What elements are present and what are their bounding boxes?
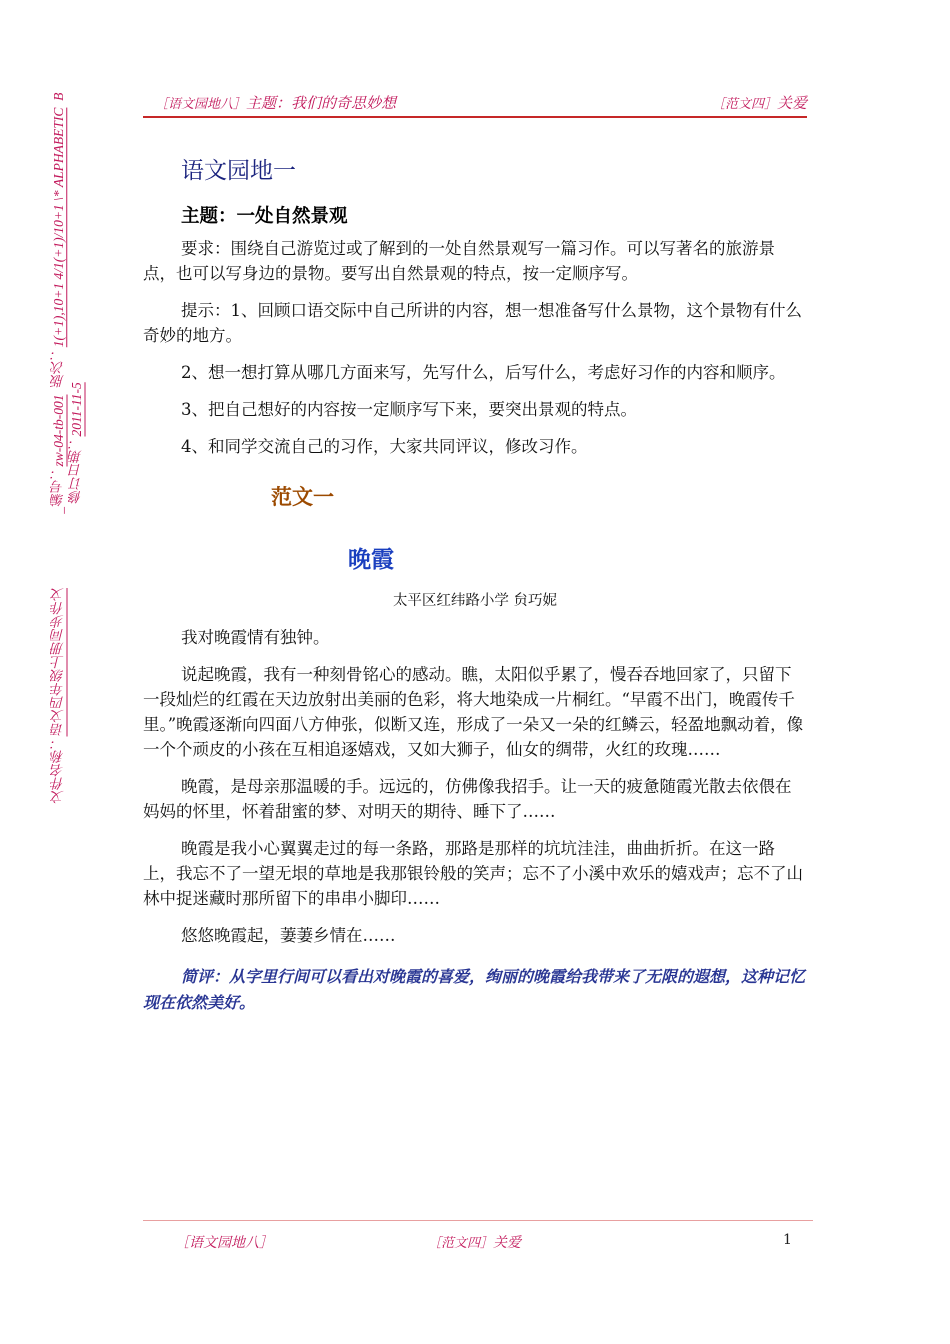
sidebar-file-info [50, 14, 68, 804]
essay-label: 范文一 [271, 485, 334, 509]
essay-paragraph-5: 悠悠晚霞起，萋萋乡情在…… [181, 926, 396, 945]
sidebar-revision-info [68, 14, 86, 504]
tip-paragraph-3: 3、把自己想好的内容按一定顺序写下来，要突出景观的特点。 [181, 400, 637, 419]
header-left-bracket: ［语文园地八］ [155, 97, 247, 112]
essay-paragraph-2: 说起晚霞，我有一种刻骨铭心的感动。瞧，太阳似乎累了，慢吞吞地回家了，只留下一段灿烂的红霞在天边放射出美丽的色彩，将大地染成一片桐红。“早霞不出门，晚霞传千里。”晚霞逐渐向四面八方伸张，似断又连，形成了一朵又一朵的红鳞云，轻盈地飘动着，像一个个顽皮的小孩在互相追逐嬉戏，又如大狮子，仙女的绸带，火红的玫瑰…… [143, 665, 804, 759]
sidebar-code-label: _编号： [51, 466, 66, 514]
tip-paragraph-2: 2、想一想打算从哪几方面来写，先写什么，后写什么，考虑好习作的内容和顺序。 [181, 363, 786, 382]
footer-divider [143, 1220, 813, 1221]
header-right-text: 关爱 [776, 94, 807, 112]
footer-left: ［语文园地八］ [175, 1235, 273, 1251]
sidebar-date-label: 修订日期： [69, 436, 84, 504]
margin-annotations [48, 14, 88, 814]
tip-paragraph-4: 4、和同学交流自己的习作，大家共同评议，修改习作。 [181, 437, 588, 456]
essay-paragraph-1: 我对晚霞情有独钟。 [181, 628, 330, 647]
essay-paragraph-4: 晚霞是我小心翼翼走过的每一条路，那路是那样的坑坑洼洼，曲曲折折。在这一路上，我忘不了一望无垠的草地是我那银铃般的笑声；忘不了小溪中欢乐的嬉戏声；忘不了山林中捉迷藏时那所留下的串串小脚印…… [143, 839, 803, 908]
sidebar-date: 2011-11-5 [69, 382, 84, 437]
sidebar-edition-label: 版次： [51, 347, 66, 388]
sidebar-suffix: B [51, 92, 66, 101]
sidebar-edition: 1(+1),10+1 4/1(+1)/10+1 \* ALPHABETIC [51, 107, 66, 348]
header-left [155, 92, 396, 113]
page-number: 1 [783, 1232, 792, 1248]
page-footer [143, 1232, 813, 1254]
header-left-text: 主题：我们的奇思妙想 [246, 94, 397, 112]
essay-author: 太平区红纬路小学 贠巧妮 [392, 593, 558, 609]
tip-paragraph-1: 提示：1、回顾口语交际中自己所讲的内容，想一想准备写什么景物，这个景物有什么奇妙的地方。 [143, 301, 802, 345]
page-content [143, 140, 807, 1016]
header-right-bracket: ［范文四］ [711, 97, 777, 112]
footer-center [428, 1232, 521, 1252]
essay-title: 晚霞 [348, 547, 394, 573]
footer-center-text: 关爱 [493, 1235, 522, 1251]
footer-center-bracket: ［范文四］ [428, 1236, 494, 1251]
requirement-paragraph: 要求：围绕自己游览过或了解到的一处自然景观写一篇习作。可以写著名的旅游景点，也可以写身边的景物。要写出自然景观的特点，按一定顺序写。 [143, 239, 775, 283]
header-right [712, 92, 807, 113]
section-title: 语文园地一 [181, 158, 296, 184]
sidebar-file-name: 语文四年级上册同步作文 [51, 588, 66, 737]
essay-paragraph-3: 晚霞，是母亲那温暖的手。远远的，仿佛像我招手。让一天的疲惫随霞光散去依偎在妈妈的怀里，怀着甜蜜的梦、对明天的期待、睡下了…… [143, 777, 792, 821]
page-header [143, 88, 807, 118]
essay-comment: 简评：从字里行间可以看出对晚霞的喜爱，绚丽的晚霞给我带来了无限的遐想，这种记忆现在依然美好。 [143, 967, 806, 1012]
sidebar-file-label: 文件名称： [51, 736, 66, 804]
sidebar-code: zw-04-tb-001 [51, 394, 66, 467]
section-theme: 主题：一处自然景观 [181, 206, 348, 227]
